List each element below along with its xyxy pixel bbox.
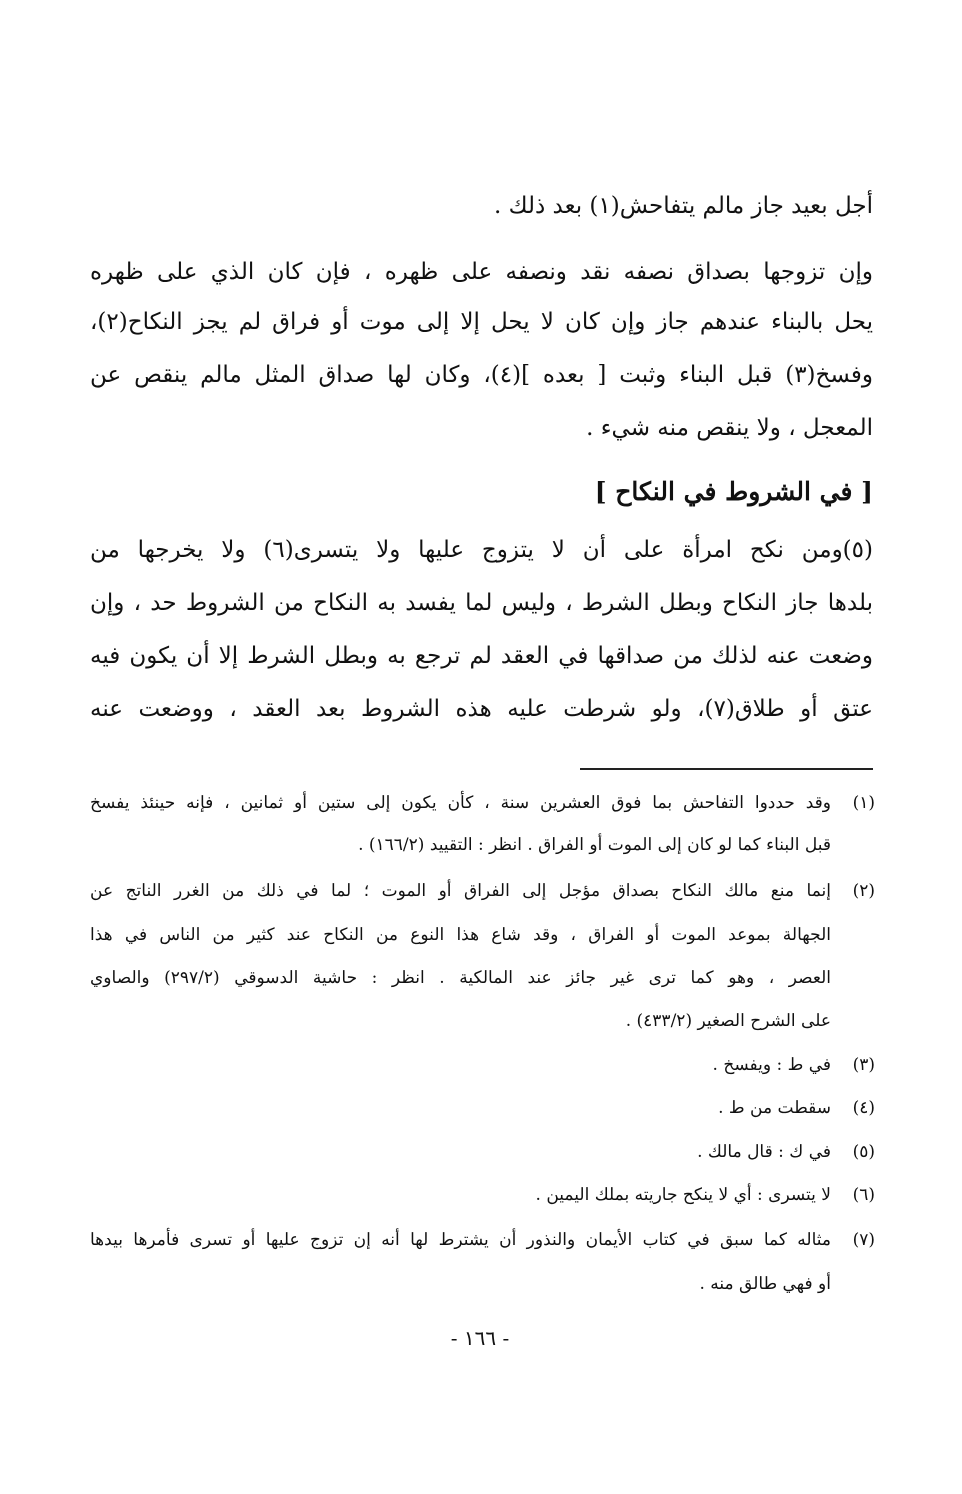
footnote-6 [90,1182,875,1210]
footnote-text: العصر ، وهو كما ترى غير جائز عند المالكية . انظر : حاشية الدسوقي (٢٩٧/٢) والصاوي [90,968,831,988]
footnote-2-cont [90,922,875,950]
body-line: بلدها جاز النكاح وبطل الشرط ، وليس لما يفسد به النكاح من الشروط حد ، وإن [90,590,873,616]
footnote-text: في ك : قال مالك . [697,1142,831,1162]
footnote-number: (٢) [852,881,875,901]
body-line: عتق أو طلاق(٧)، ولو شرطت عليه هذه الشروط بعد العقد ، ووضعت عنه [90,696,873,722]
footnote-number: (٣) [852,1055,875,1075]
footnote-number: (٧) [852,1230,875,1250]
footnote-number: (١) [852,793,875,813]
footnote-1 [90,790,875,818]
body-line: يحل بالبناء عندهم جاز وإن كان لا يحل إلا إلى موت أو فراق لم يجز النكاح(٢)، [90,309,873,335]
footnote-3 [90,1052,875,1080]
page-number: - ١٦٦ - [450,1326,510,1350]
footnote-4 [90,1095,875,1123]
footnote-text: وقد حددوا التفاحش بما فوق العشرين سنة ، كأن يكون إلى ستين أو ثمانين ، فإنه حينئذ يفسخ [90,793,831,813]
footnote-number: (٤) [852,1098,875,1118]
footnote-text: الجهالة بموعد الموت أو الفراق ، وقد شاع هذا النوع من النكاح عند كثير من الناس في هذا [90,925,831,945]
footnote-2-cont [90,965,875,993]
footnote-text: على الشرح الصغير (٤٣٣/٢) . [625,1011,831,1031]
footnote-text: قبل البناء كما لو كان إلى الموت أو الفراق . انظر : التقييد (١٦٦/٢) . [358,835,831,855]
footnote-separator [580,768,873,770]
footnote-2-cont [90,1008,875,1036]
footnote-text: لا يتسرى : أي لا ينكح جاريته بملك اليمين . [535,1185,831,1205]
footnote-text: أو فهي طالق منه . [699,1274,831,1294]
footnote-number: (٥) [852,1142,875,1162]
body-line: وإن تزوجها بصداق نصفه نقد ونصفه على ظهره ، فإن كان الذي على ظهره [90,259,873,285]
body-line: وضعت عنه لذلك من صداقها في العقد لم ترجع به وبطل الشرط إلا أن يكون فيه [90,643,873,669]
footnote-text: سقطت من ط . [718,1098,831,1118]
footnote-text: إنما منع مالك النكاح بصداق مؤجل إلى الفراق أو الموت ؛ لما في ذلك من الغرر الناتج عن [90,881,831,901]
footnote-text: مثاله كما سبق في كتاب الأيمان والنذور أن يشترط لها أنه إن تزوج عليها أو تسرى فأمرها بيدها [90,1230,831,1250]
footnote-number: (٦) [852,1185,875,1205]
footnote-text: في ط : ويفسخ . [712,1055,831,1075]
footnote-5 [90,1139,875,1167]
body-line: المعجل ، ولا ينقص منه شيء . [586,415,873,441]
body-line: (٥)ومن نكح امرأة على أن لا يتزوج عليها ولا يتسرى(٦) ولا يخرجها من [90,537,873,563]
footnote-7-cont [90,1271,875,1299]
footnote-1-cont [90,832,875,860]
body-line: وفسخ(٣) قبل البناء وثبت [ بعده ](٤)، وكان لها صداق المثل مالم ينقص عن [90,362,873,388]
footnote-7 [90,1227,875,1255]
body-line: أجل بعيد جاز مالم يتفاحش(١) بعد ذلك . [493,193,873,219]
section-heading: [ في الشروط في النكاح ] [594,477,873,506]
footnote-2 [90,878,875,906]
